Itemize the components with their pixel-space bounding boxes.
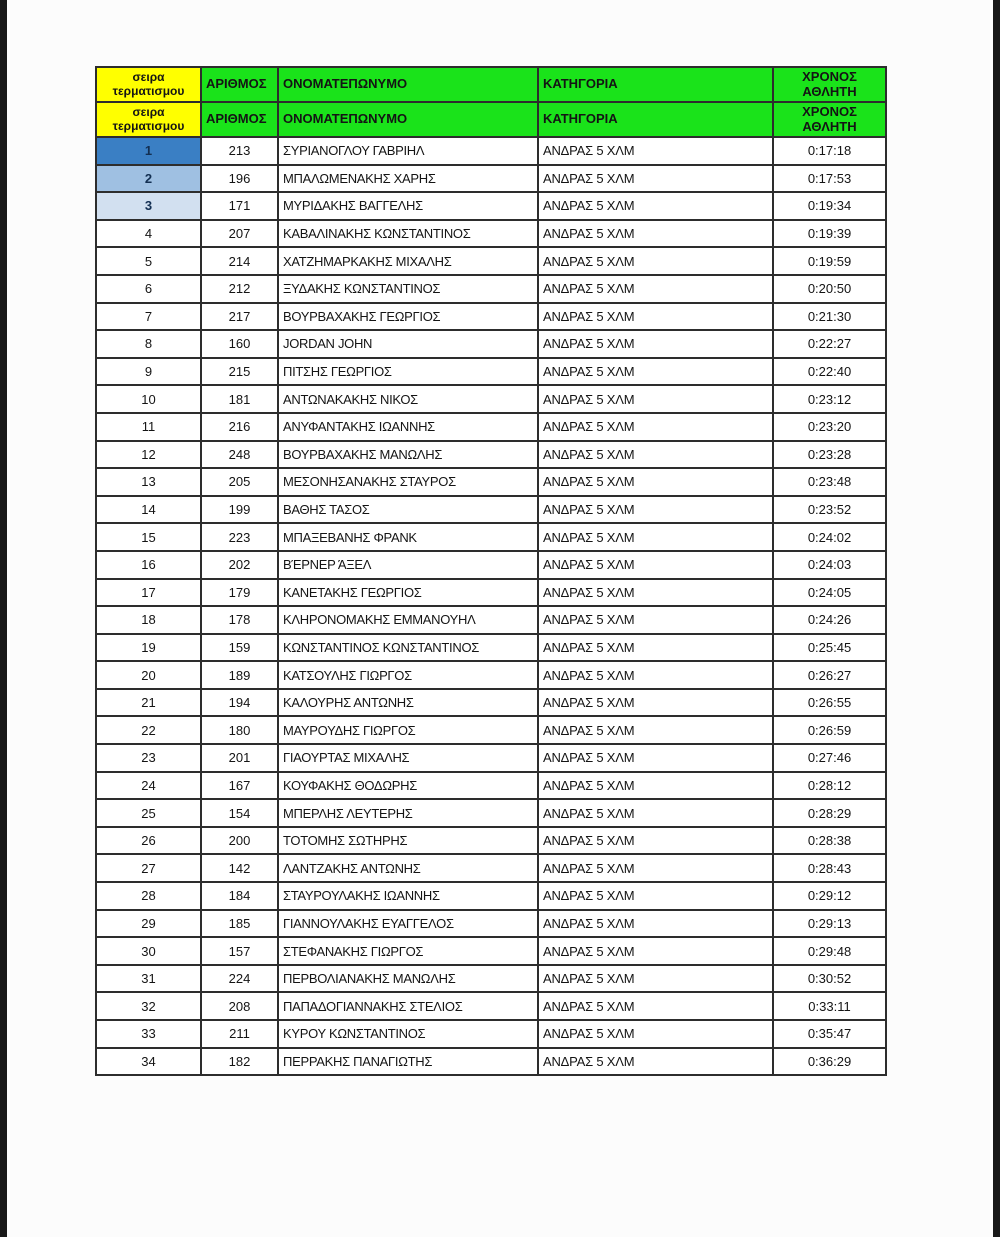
results-table-body bbox=[96, 137, 886, 1075]
cell-rank: 16 bbox=[96, 551, 201, 579]
result-row bbox=[96, 220, 886, 248]
cell-number: 212 bbox=[201, 275, 278, 303]
cell-category: ΑΝΔΡΑΣ 5 ΧΛΜ bbox=[538, 275, 773, 303]
cell-name: ΠΕΡΒΟΛΙΑΝΑΚΗΣ ΜΑΝΩΛΗΣ bbox=[278, 965, 538, 993]
cell-category: ΑΝΔΡΑΣ 5 ΧΛΜ bbox=[538, 579, 773, 607]
result-row bbox=[96, 413, 886, 441]
cell-name: ΓΙΑΝΝΟΥΛΑΚΗΣ ΕΥΑΓΓΕΛΟΣ bbox=[278, 910, 538, 938]
cell-name: ΒΑΘΗΣ ΤΑΣΟΣ bbox=[278, 496, 538, 524]
result-row bbox=[96, 192, 886, 220]
header-cell-rank: σειρα τερματισμου bbox=[96, 67, 201, 102]
cell-number: 202 bbox=[201, 551, 278, 579]
cell-category: ΑΝΔΡΑΣ 5 ΧΛΜ bbox=[538, 661, 773, 689]
cell-category: ΑΝΔΡΑΣ 5 ΧΛΜ bbox=[538, 965, 773, 993]
cell-time: 0:23:28 bbox=[773, 441, 886, 469]
cell-number: 142 bbox=[201, 854, 278, 882]
cell-category: ΑΝΔΡΑΣ 5 ΧΛΜ bbox=[538, 468, 773, 496]
cell-time: 0:19:59 bbox=[773, 247, 886, 275]
result-row bbox=[96, 744, 886, 772]
cell-time: 0:21:30 bbox=[773, 303, 886, 331]
cell-name: ΞΥΔΑΚΗΣ ΚΩΝΣΤΑΝΤΙΝΟΣ bbox=[278, 275, 538, 303]
result-row bbox=[96, 689, 886, 717]
cell-category: ΑΝΔΡΑΣ 5 ΧΛΜ bbox=[538, 1020, 773, 1048]
result-row bbox=[96, 579, 886, 607]
cell-number: 215 bbox=[201, 358, 278, 386]
cell-time: 0:26:27 bbox=[773, 661, 886, 689]
cell-time: 0:23:20 bbox=[773, 413, 886, 441]
cell-time: 0:24:02 bbox=[773, 523, 886, 551]
cell-rank: 8 bbox=[96, 330, 201, 358]
cell-category: ΑΝΔΡΑΣ 5 ΧΛΜ bbox=[538, 854, 773, 882]
result-row bbox=[96, 634, 886, 662]
cell-time: 0:26:59 bbox=[773, 716, 886, 744]
cell-time: 0:36:29 bbox=[773, 1048, 886, 1076]
cell-number: 199 bbox=[201, 496, 278, 524]
cell-category: ΑΝΔΡΑΣ 5 ΧΛΜ bbox=[538, 799, 773, 827]
result-row bbox=[96, 772, 886, 800]
cell-category: ΑΝΔΡΑΣ 5 ΧΛΜ bbox=[538, 606, 773, 634]
cell-time: 0:29:12 bbox=[773, 882, 886, 910]
cell-rank: 27 bbox=[96, 854, 201, 882]
cell-category: ΑΝΔΡΑΣ 5 ΧΛΜ bbox=[538, 358, 773, 386]
result-row bbox=[96, 1048, 886, 1076]
header-cell-number: ΑΡΙΘΜΟΣ bbox=[201, 67, 278, 102]
header-row-2 bbox=[96, 102, 886, 137]
cell-name: JORDAN JOHN bbox=[278, 330, 538, 358]
cell-name: ΜΠΑΞΕΒΑΝΗΣ ΦΡΑΝΚ bbox=[278, 523, 538, 551]
cell-name: ΧΑΤΖΗΜΑΡΚΑΚΗΣ ΜΙΧΑΛΗΣ bbox=[278, 247, 538, 275]
header-cell-time: ΧΡΟΝΟΣ ΑΘΛΗΤΗ bbox=[773, 102, 886, 137]
cell-rank: 30 bbox=[96, 937, 201, 965]
result-row bbox=[96, 137, 886, 165]
cell-name: ΜΕΣΟΝΗΣΑΝΑΚΗΣ ΣΤΑΥΡΟΣ bbox=[278, 468, 538, 496]
cell-category: ΑΝΔΡΑΣ 5 ΧΛΜ bbox=[538, 689, 773, 717]
cell-time: 0:24:26 bbox=[773, 606, 886, 634]
cell-category: ΑΝΔΡΑΣ 5 ΧΛΜ bbox=[538, 910, 773, 938]
cell-number: 179 bbox=[201, 579, 278, 607]
cell-name: ΓΙΑΟΥΡΤΑΣ ΜΙΧΑΛΗΣ bbox=[278, 744, 538, 772]
cell-time: 0:19:39 bbox=[773, 220, 886, 248]
header-cell-number: ΑΡΙΘΜΟΣ bbox=[201, 102, 278, 137]
cell-category: ΑΝΔΡΑΣ 5 ΧΛΜ bbox=[538, 716, 773, 744]
cell-number: 180 bbox=[201, 716, 278, 744]
cell-rank: 2 bbox=[96, 165, 201, 193]
result-row bbox=[96, 661, 886, 689]
cell-rank: 4 bbox=[96, 220, 201, 248]
cell-time: 0:28:43 bbox=[773, 854, 886, 882]
cell-time: 0:28:29 bbox=[773, 799, 886, 827]
cell-time: 0:17:53 bbox=[773, 165, 886, 193]
cell-number: 217 bbox=[201, 303, 278, 331]
result-row bbox=[96, 827, 886, 855]
cell-category: ΑΝΔΡΑΣ 5 ΧΛΜ bbox=[538, 247, 773, 275]
cell-rank: 26 bbox=[96, 827, 201, 855]
cell-name: ΒΈΡΝΕΡ ΆΞΕΛ bbox=[278, 551, 538, 579]
cell-name: ΠΕΡΡΑΚΗΣ ΠΑΝΑΓΙΩΤΗΣ bbox=[278, 1048, 538, 1076]
cell-rank: 33 bbox=[96, 1020, 201, 1048]
cell-name: ΜΑΥΡΟΥΔΗΣ ΓΙΩΡΓΟΣ bbox=[278, 716, 538, 744]
result-row bbox=[96, 358, 886, 386]
cell-time: 0:24:05 bbox=[773, 579, 886, 607]
cell-rank: 32 bbox=[96, 992, 201, 1020]
cell-category: ΑΝΔΡΑΣ 5 ΧΛΜ bbox=[538, 882, 773, 910]
result-row bbox=[96, 606, 886, 634]
cell-category: ΑΝΔΡΑΣ 5 ΧΛΜ bbox=[538, 330, 773, 358]
header-cell-time: ΧΡΟΝΟΣ ΑΘΛΗΤΗ bbox=[773, 67, 886, 102]
cell-number: 157 bbox=[201, 937, 278, 965]
cell-rank: 31 bbox=[96, 965, 201, 993]
cell-rank: 5 bbox=[96, 247, 201, 275]
result-row bbox=[96, 716, 886, 744]
cell-number: 167 bbox=[201, 772, 278, 800]
header-cell-category: ΚΑΤΗΓΟΡΙΑ bbox=[538, 67, 773, 102]
results-table-head bbox=[96, 67, 886, 137]
result-row bbox=[96, 330, 886, 358]
result-row bbox=[96, 965, 886, 993]
cell-number: 171 bbox=[201, 192, 278, 220]
header-cell-category: ΚΑΤΗΓΟΡΙΑ bbox=[538, 102, 773, 137]
cell-rank: 13 bbox=[96, 468, 201, 496]
cell-name: ΚΑΒΑΛΙΝΑΚΗΣ ΚΩΝΣΤΑΝΤΙΝΟΣ bbox=[278, 220, 538, 248]
cell-rank: 11 bbox=[96, 413, 201, 441]
cell-time: 0:26:55 bbox=[773, 689, 886, 717]
cell-name: ΜΥΡΙΔΑΚΗΣ ΒΑΓΓΕΛΗΣ bbox=[278, 192, 538, 220]
cell-category: ΑΝΔΡΑΣ 5 ΧΛΜ bbox=[538, 937, 773, 965]
result-row bbox=[96, 992, 886, 1020]
result-row bbox=[96, 523, 886, 551]
result-row bbox=[96, 799, 886, 827]
cell-rank: 22 bbox=[96, 716, 201, 744]
cell-category: ΑΝΔΡΑΣ 5 ΧΛΜ bbox=[538, 441, 773, 469]
cell-name: ΠΑΠΑΔΟΓΙΑΝΝΑΚΗΣ ΣΤΕΛΙΟΣ bbox=[278, 992, 538, 1020]
cell-name: ΜΠΕΡΛΗΣ ΛΕΥΤΕΡΗΣ bbox=[278, 799, 538, 827]
result-row bbox=[96, 165, 886, 193]
header-cell-rank: σειρα τερματισμου bbox=[96, 102, 201, 137]
cell-rank: 21 bbox=[96, 689, 201, 717]
cell-number: 196 bbox=[201, 165, 278, 193]
result-row bbox=[96, 303, 886, 331]
cell-time: 0:28:12 bbox=[773, 772, 886, 800]
cell-rank: 7 bbox=[96, 303, 201, 331]
result-row bbox=[96, 441, 886, 469]
cell-time: 0:17:18 bbox=[773, 137, 886, 165]
cell-number: 194 bbox=[201, 689, 278, 717]
cell-name: ΚΥΡΟΥ ΚΩΝΣΤΑΝΤΙΝΟΣ bbox=[278, 1020, 538, 1048]
cell-name: ΣΤΕΦΑΝΑΚΗΣ ΓΙΩΡΓΟΣ bbox=[278, 937, 538, 965]
cell-number: 248 bbox=[201, 441, 278, 469]
cell-time: 0:35:47 bbox=[773, 1020, 886, 1048]
cell-rank: 14 bbox=[96, 496, 201, 524]
cell-number: 178 bbox=[201, 606, 278, 634]
cell-rank: 25 bbox=[96, 799, 201, 827]
cell-category: ΑΝΔΡΑΣ 5 ΧΛΜ bbox=[538, 772, 773, 800]
cell-rank: 6 bbox=[96, 275, 201, 303]
result-row bbox=[96, 496, 886, 524]
cell-rank: 15 bbox=[96, 523, 201, 551]
cell-rank: 24 bbox=[96, 772, 201, 800]
cell-rank: 3 bbox=[96, 192, 201, 220]
cell-time: 0:30:52 bbox=[773, 965, 886, 993]
cell-rank: 19 bbox=[96, 634, 201, 662]
scan-edge-left bbox=[0, 0, 7, 1237]
cell-number: 224 bbox=[201, 965, 278, 993]
cell-name: ΣΤΑΥΡΟΥΛΑΚΗΣ ΙΩΑΝΝΗΣ bbox=[278, 882, 538, 910]
cell-time: 0:23:52 bbox=[773, 496, 886, 524]
result-row bbox=[96, 882, 886, 910]
cell-name: ΜΠΑΛΩΜΕΝΑΚΗΣ ΧΑΡΗΣ bbox=[278, 165, 538, 193]
cell-category: ΑΝΔΡΑΣ 5 ΧΛΜ bbox=[538, 827, 773, 855]
cell-number: 205 bbox=[201, 468, 278, 496]
result-row bbox=[96, 247, 886, 275]
result-row bbox=[96, 468, 886, 496]
cell-name: ΑΝΤΩΝΑΚΑΚΗΣ ΝΙΚΟΣ bbox=[278, 385, 538, 413]
cell-category: ΑΝΔΡΑΣ 5 ΧΛΜ bbox=[538, 192, 773, 220]
cell-rank: 12 bbox=[96, 441, 201, 469]
cell-category: ΑΝΔΡΑΣ 5 ΧΛΜ bbox=[538, 634, 773, 662]
cell-time: 0:23:12 bbox=[773, 385, 886, 413]
header-cell-name: ΟΝΟΜΑΤΕΠΩΝΥΜΟ bbox=[278, 67, 538, 102]
cell-time: 0:22:40 bbox=[773, 358, 886, 386]
result-row bbox=[96, 910, 886, 938]
cell-category: ΑΝΔΡΑΣ 5 ΧΛΜ bbox=[538, 551, 773, 579]
cell-name: ΛΑΝΤΖΑΚΗΣ ΑΝΤΩΝΗΣ bbox=[278, 854, 538, 882]
cell-number: 189 bbox=[201, 661, 278, 689]
cell-time: 0:27:46 bbox=[773, 744, 886, 772]
scan-edge-right bbox=[993, 0, 1000, 1237]
cell-time: 0:22:27 bbox=[773, 330, 886, 358]
result-row bbox=[96, 1020, 886, 1048]
cell-time: 0:25:45 bbox=[773, 634, 886, 662]
cell-category: ΑΝΔΡΑΣ 5 ΧΛΜ bbox=[538, 523, 773, 551]
cell-number: 181 bbox=[201, 385, 278, 413]
result-row bbox=[96, 385, 886, 413]
result-row bbox=[96, 854, 886, 882]
cell-category: ΑΝΔΡΑΣ 5 ΧΛΜ bbox=[538, 137, 773, 165]
cell-name: ΚΩΝΣΤΑΝΤΙΝΟΣ ΚΩΝΣΤΑΝΤΙΝΟΣ bbox=[278, 634, 538, 662]
cell-name: ΚΑΛΟΥΡΗΣ ΑΝΤΩΝΗΣ bbox=[278, 689, 538, 717]
cell-category: ΑΝΔΡΑΣ 5 ΧΛΜ bbox=[538, 744, 773, 772]
cell-number: 207 bbox=[201, 220, 278, 248]
cell-category: ΑΝΔΡΑΣ 5 ΧΛΜ bbox=[538, 1048, 773, 1076]
cell-name: ΒΟΥΡΒΑΧΑΚΗΣ ΜΑΝΩΛΗΣ bbox=[278, 441, 538, 469]
cell-name: ΤΟΤΟΜΗΣ ΣΩΤΗΡΗΣ bbox=[278, 827, 538, 855]
cell-name: ΚΛΗΡΟΝΟΜΑΚΗΣ ΕΜΜΑΝΟΥΗΛ bbox=[278, 606, 538, 634]
cell-time: 0:29:13 bbox=[773, 910, 886, 938]
cell-time: 0:19:34 bbox=[773, 192, 886, 220]
cell-name: ΚΑΝΕΤΑΚΗΣ ΓΕΩΡΓΙΟΣ bbox=[278, 579, 538, 607]
cell-category: ΑΝΔΡΑΣ 5 ΧΛΜ bbox=[538, 165, 773, 193]
cell-rank: 10 bbox=[96, 385, 201, 413]
cell-name: ΚΑΤΣΟΥΛΗΣ ΓΙΩΡΓΟΣ bbox=[278, 661, 538, 689]
cell-time: 0:28:38 bbox=[773, 827, 886, 855]
cell-rank: 20 bbox=[96, 661, 201, 689]
cell-number: 208 bbox=[201, 992, 278, 1020]
cell-rank: 17 bbox=[96, 579, 201, 607]
cell-number: 159 bbox=[201, 634, 278, 662]
header-row-1 bbox=[96, 67, 886, 102]
cell-category: ΑΝΔΡΑΣ 5 ΧΛΜ bbox=[538, 496, 773, 524]
cell-rank: 23 bbox=[96, 744, 201, 772]
cell-time: 0:33:11 bbox=[773, 992, 886, 1020]
cell-rank: 18 bbox=[96, 606, 201, 634]
cell-time: 0:23:48 bbox=[773, 468, 886, 496]
result-row bbox=[96, 937, 886, 965]
cell-number: 160 bbox=[201, 330, 278, 358]
cell-rank: 1 bbox=[96, 137, 201, 165]
cell-number: 184 bbox=[201, 882, 278, 910]
cell-name: ΣΥΡΙΑΝΟΓΛΟΥ ΓΑΒΡΙΗΛ bbox=[278, 137, 538, 165]
cell-category: ΑΝΔΡΑΣ 5 ΧΛΜ bbox=[538, 303, 773, 331]
cell-category: ΑΝΔΡΑΣ 5 ΧΛΜ bbox=[538, 220, 773, 248]
cell-name: ΒΟΥΡΒΑΧΑΚΗΣ ΓΕΩΡΓΙΟΣ bbox=[278, 303, 538, 331]
cell-name: ΑΝΥΦΑΝΤΑΚΗΣ ΙΩΑΝΝΗΣ bbox=[278, 413, 538, 441]
cell-category: ΑΝΔΡΑΣ 5 ΧΛΜ bbox=[538, 413, 773, 441]
race-results-table bbox=[95, 66, 887, 1076]
cell-number: 200 bbox=[201, 827, 278, 855]
cell-number: 154 bbox=[201, 799, 278, 827]
cell-number: 185 bbox=[201, 910, 278, 938]
cell-name: ΚΟΥΦΑΚΗΣ ΘΟΔΩΡΗΣ bbox=[278, 772, 538, 800]
cell-rank: 29 bbox=[96, 910, 201, 938]
result-row bbox=[96, 275, 886, 303]
cell-time: 0:20:50 bbox=[773, 275, 886, 303]
cell-category: ΑΝΔΡΑΣ 5 ΧΛΜ bbox=[538, 385, 773, 413]
cell-rank: 34 bbox=[96, 1048, 201, 1076]
cell-number: 213 bbox=[201, 137, 278, 165]
cell-time: 0:29:48 bbox=[773, 937, 886, 965]
cell-number: 211 bbox=[201, 1020, 278, 1048]
cell-category: ΑΝΔΡΑΣ 5 ΧΛΜ bbox=[538, 992, 773, 1020]
result-row bbox=[96, 551, 886, 579]
header-cell-name: ΟΝΟΜΑΤΕΠΩΝΥΜΟ bbox=[278, 102, 538, 137]
cell-rank: 9 bbox=[96, 358, 201, 386]
cell-number: 223 bbox=[201, 523, 278, 551]
cell-number: 214 bbox=[201, 247, 278, 275]
cell-number: 216 bbox=[201, 413, 278, 441]
cell-number: 201 bbox=[201, 744, 278, 772]
cell-rank: 28 bbox=[96, 882, 201, 910]
cell-name: ΠΙΤΣΗΣ ΓΕΩΡΓΙΟΣ bbox=[278, 358, 538, 386]
cell-time: 0:24:03 bbox=[773, 551, 886, 579]
cell-number: 182 bbox=[201, 1048, 278, 1076]
